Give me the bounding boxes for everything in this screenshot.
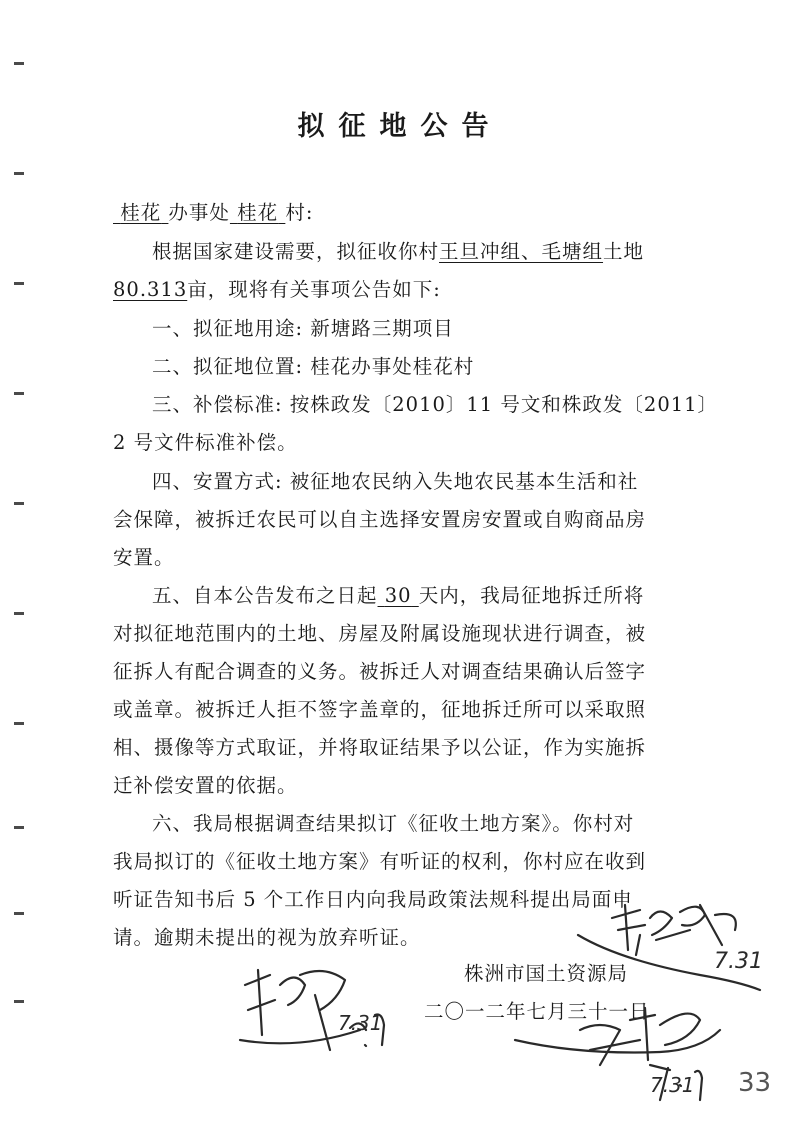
land-groups: 王旦冲组、毛塘组 [439, 240, 604, 263]
survey-days: 30 [384, 584, 412, 607]
item-survey-5: 相、摄像等方式取证，并将取证结果予以公证，作为实施拆 [113, 736, 647, 759]
addressee-line: 桂花 办事处 桂花 村: [113, 197, 313, 225]
land-area: 80.313 [113, 278, 188, 301]
signature-right-date: 7.31 [714, 949, 763, 974]
item-placement-1: 四、安置方式: 被征地农民纳入失地农民基本生活和社 [152, 470, 639, 493]
item-location: 二、拟征地位置: 桂花办事处桂花村 [152, 355, 475, 378]
item-hearing-2: 我局拟订的《征收土地方案》有听证的权利，你村应在收到 [113, 850, 647, 873]
item-survey-4: 或盖章。被拆迁人拒不签字盖章的，征地拆迁所可以采取照 [113, 698, 647, 721]
signature-bottom-date: 7.31 [650, 1073, 695, 1097]
issue-date: 二〇一二年七月三十一日 [424, 1000, 650, 1023]
item-hearing-4: 请。逾期未提出的视为放弃听证。 [113, 926, 421, 949]
item-survey-6: 迁补偿安置的依据。 [113, 774, 298, 797]
signature-left [240, 970, 384, 1050]
item-survey-3: 征拆人有配合调查的义务。被拆迁人对调查结果确认后签字 [113, 660, 647, 683]
signature-left-date: 7.31 [338, 1011, 383, 1035]
issuer-name: 株洲市国土资源局 [464, 962, 629, 985]
intro-line-1: 根据国家建设需要，拟征收你村王旦冲组、毛塘组土地 [152, 240, 645, 263]
item-hearing-3: 听证告知书后 5 个工作日内向我局政策法规科提出局面申 [113, 888, 633, 911]
notice-title: 拟征地公告 [297, 111, 503, 142]
item-placement-2: 会保障，被拆迁农民可以自主选择安置房安置或自购商品房 [113, 508, 647, 531]
item-hearing-1: 六、我局根据调查结果拟订《征收土地方案》。你村对 [152, 812, 635, 835]
item-placement-3: 安置。 [113, 546, 175, 569]
signature-right [578, 905, 760, 990]
addressee-village: 桂花 [237, 201, 279, 224]
item-purpose: 一、拟征地用途: 新塘路三期项目 [152, 317, 454, 340]
item-standard-1: 三、补偿标准: 按株政发〔2010〕11 号文和株政发〔2011〕 [152, 393, 719, 416]
item-standard-2: 2 号文件标准补偿。 [113, 431, 298, 454]
page-number: 33 [738, 1068, 772, 1098]
item-survey-1: 五、自本公告发布之日起 30 天内，我局征地拆迁所将 [152, 584, 645, 607]
addressee-office: 桂花 [120, 201, 162, 224]
intro-line-2: 80.313亩，现将有关事项公告如下: [113, 278, 441, 301]
item-survey-2: 对拟征地范围内的土地、房屋及附属设施现状进行调查，被 [113, 622, 647, 645]
